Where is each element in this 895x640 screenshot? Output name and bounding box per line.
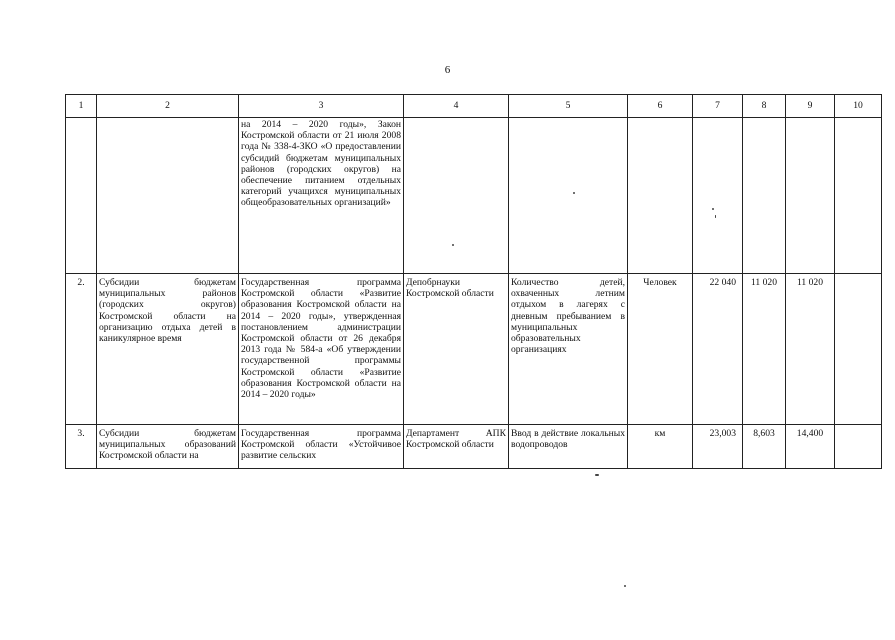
value-col-8: 8,603 <box>743 425 786 469</box>
value-col-7 <box>693 118 743 274</box>
value-col-7: 23,003 <box>693 425 743 469</box>
subsidy-name: Субсидии бюджетам муниципальных образований Костромской области на <box>97 425 239 469</box>
header-cell: 9 <box>786 95 835 118</box>
administrator: Депобрнауки Костромской области <box>404 274 509 425</box>
column-number-header-row <box>66 95 882 118</box>
administrator: Департамент АПК Костромской области <box>404 425 509 469</box>
row-number: 3. <box>66 425 97 469</box>
legal-basis: на 2014 – 2020 годы», Закон Костромской области от 21 июля 2008 года № 338-4-ЗКО «О предоставлении субсидий бюджетам муниципальных районов (городских округов) на обеспечение питанием отдельных категорий учащихся муниципальных общеобразовательных организаций» <box>239 118 404 274</box>
legal-basis: Государственная программа Костромской области «Развитие образования Костромской области на 2014 – 2020 годы», утвержденная постановлением администрации Костромской области от 26 декабря 2013 года № 584-а «Об утверждении государственной программы Костромской области «Развитие образования Костромской области на 2014 – 2020 годы» <box>239 274 404 425</box>
header-cell: 6 <box>628 95 693 118</box>
indicator <box>509 118 628 274</box>
header-cell: 2 <box>97 95 239 118</box>
header-cell: 1 <box>66 95 97 118</box>
unit <box>628 118 693 274</box>
page-number: 6 <box>444 64 451 76</box>
unit: км <box>628 425 693 469</box>
scan-speck <box>715 215 716 218</box>
indicator: Количество детей, охваченных летним отдыхом в лагерях с дневным пребыванием в муниципальных образовательных организациях <box>509 274 628 425</box>
value-col-9: 11 020 <box>786 274 835 425</box>
value-col-10 <box>835 425 882 469</box>
header-cell: 8 <box>743 95 786 118</box>
scan-speck <box>712 208 714 210</box>
scan-speck <box>452 244 454 246</box>
scan-speck <box>595 474 599 476</box>
unit: Человек <box>628 274 693 425</box>
subsidy-name: Субсидии бюджетам муниципальных районов (городских округов) Костромской области на организацию отдыха детей в каникулярное время <box>97 274 239 425</box>
subsidy-table <box>65 94 882 469</box>
value-col-8 <box>743 118 786 274</box>
administrator <box>404 118 509 274</box>
subsidy-name <box>97 118 239 274</box>
scan-speck <box>573 192 575 194</box>
header-cell: 5 <box>509 95 628 118</box>
scan-speck <box>624 585 626 587</box>
indicator: Ввод в действие локальных водопроводов <box>509 425 628 469</box>
value-col-9 <box>786 118 835 274</box>
value-col-10 <box>835 274 882 425</box>
row-number: 2. <box>66 274 97 425</box>
value-col-10 <box>835 118 882 274</box>
table-row <box>66 274 882 425</box>
header-cell: 7 <box>693 95 743 118</box>
value-col-7: 22 040 <box>693 274 743 425</box>
header-cell: 10 <box>835 95 882 118</box>
header-cell: 4 <box>404 95 509 118</box>
table-row <box>66 425 882 469</box>
value-col-9: 14,400 <box>786 425 835 469</box>
row-number <box>66 118 97 274</box>
table-row <box>66 118 882 274</box>
header-cell: 3 <box>239 95 404 118</box>
legal-basis: Государственная программа Костромской области «Устойчивое развитие сельских <box>239 425 404 469</box>
value-col-8: 11 020 <box>743 274 786 425</box>
